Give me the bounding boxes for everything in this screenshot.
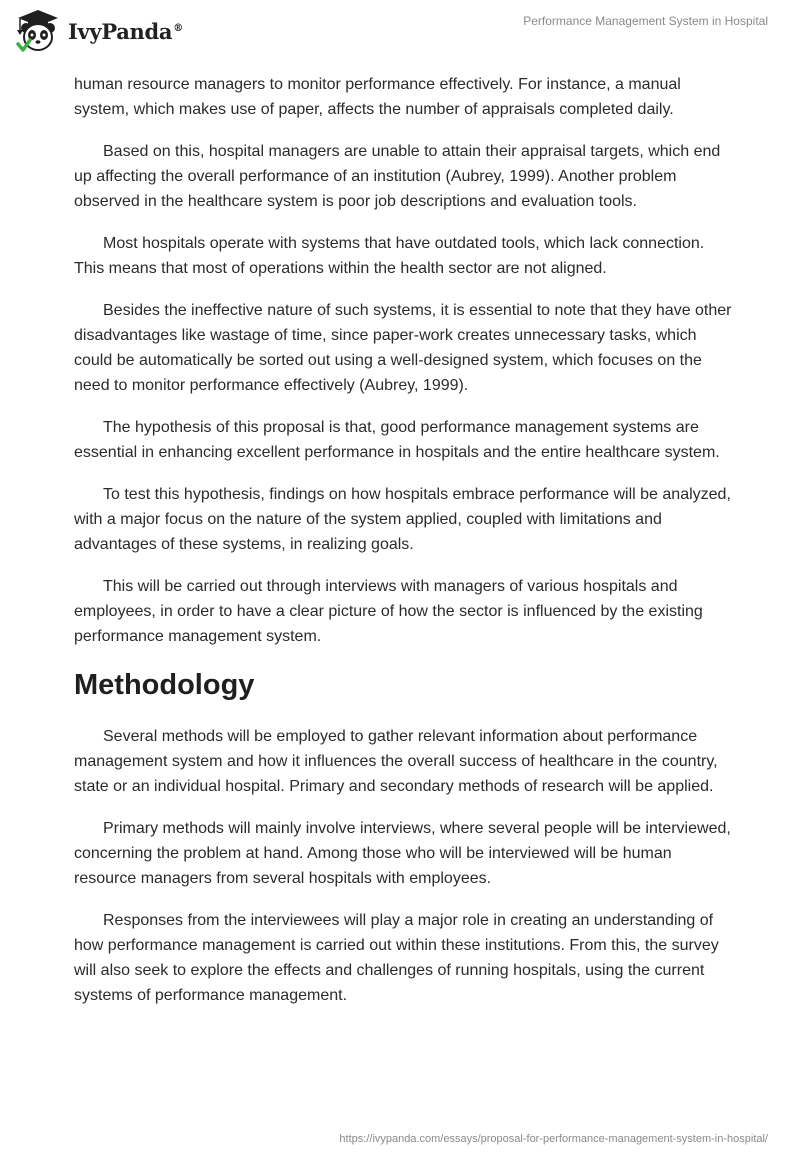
article-body xyxy=(74,72,734,1025)
brand-name: IvyPanda® xyxy=(68,18,183,44)
paragraph: Primary methods will mainly involve interviews, where several people will be interviewed, concerning the problem at hand. Among those who will be interviewed will be human resource managers from several hospitals with employees. xyxy=(74,820,731,887)
page-header xyxy=(0,0,800,64)
paragraph: Several methods will be employed to gather relevant information about performance management system and how it influences the overall success of healthcare in the country, state or an individual hospital. Primary and secondary methods of research will be applied. xyxy=(74,728,718,795)
section-heading-methodology: Methodology xyxy=(74,669,255,701)
panda-logo-icon xyxy=(14,8,62,54)
paragraph: To test this hypothesis, findings on how hospitals embrace performance will be analyzed, with a major focus on the nature of the system applied, coupled with limitations and advantages of these systems, in realizing goals. xyxy=(74,486,731,553)
paragraph: The hypothesis of this proposal is that, good performance management systems are essential in enhancing excellent performance in hospitals and the entire healthcare system. xyxy=(74,419,720,461)
document-title: Performance Management System in Hospital xyxy=(523,14,768,28)
paragraph: Most hospitals operate with systems that have outdated tools, which lack connection. This means that most of operations within the health sector are not aligned. xyxy=(74,235,705,277)
paragraph: This will be carried out through interviews with managers of various hospitals and employees, in order to have a clear picture of how the sector is influenced by the existing performance management system. xyxy=(74,578,703,645)
paragraph: Besides the ineffective nature of such systems, it is essential to note that they have other disadvantages like wastage of time, since paper-work creates unnecessary tasks, which could be automatically be sorted out using a well-designed system, which focuses on the need to monitor performance effectively (Aubrey, 1999). xyxy=(74,302,732,394)
source-url-link[interactable]: https://ivypanda.com/essays/proposal-for-performance-management-system-in-hospital/ xyxy=(339,1133,768,1145)
paragraph: human resource managers to monitor performance effectively. For instance, a manual system, which makes use of paper, affects the number of appraisals completed daily. xyxy=(74,76,681,118)
registered-mark: ® xyxy=(173,22,183,34)
paragraph: Responses from the interviewees will play a major role in creating an understanding of how performance management is carried out within these institutions. From this, the survey will also seek to explore the effects and challenges of running hospitals, using the current systems of performance management. xyxy=(74,912,719,1004)
paragraph: Based on this, hospital managers are unable to attain their appraisal targets, which end up affecting the overall performance of an institution (Aubrey, 1999). Another problem observed in the healthcare system is poor job descriptions and evaluation tools. xyxy=(74,143,721,210)
brand-logo[interactable] xyxy=(14,8,183,54)
